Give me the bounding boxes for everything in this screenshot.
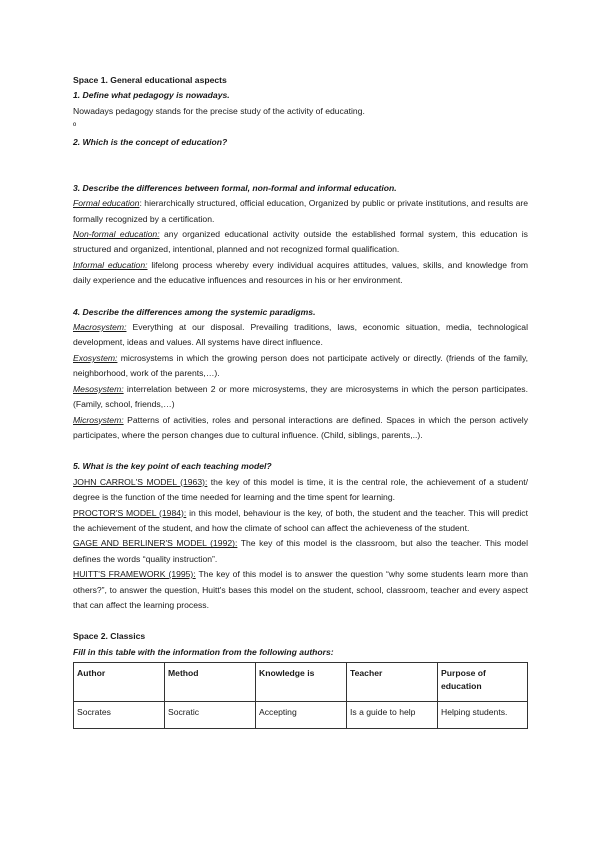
space2-heading: Space 2. Classics	[73, 631, 146, 642]
answer-non-formal-education	[73, 227, 528, 258]
term-text: microsystems in which the growing person does not participate actively or directly. (friends of the family, neighborhood, work of the parents,…).	[73, 352, 528, 379]
answer-huitt-framework	[73, 567, 528, 613]
question-5: 5. What is the key point of each teaching model?	[73, 461, 272, 472]
term-text: interrelation between 2 or more microsystems, they are microsystems in which the person participates. (Family, school, friends,…)	[73, 383, 528, 410]
cell-method: Socratic	[165, 702, 256, 729]
term-label: Exosystem:	[73, 352, 118, 363]
term-label: PROCTOR'S MODEL (1984):	[73, 507, 187, 518]
table-instruction: Fill in this table with the information from the following authors:	[73, 646, 334, 657]
term-label: Informal education:	[73, 259, 148, 270]
answer-proctor-model	[73, 506, 528, 537]
answer-macrosystem	[73, 320, 528, 351]
term-text: the key of this model is time, it is the central role, the achievement of a student/ degree is the function of the time needed for learning and the time spent for learning.	[73, 476, 528, 503]
answer-microsystem	[73, 413, 528, 444]
answer-carrol-model	[73, 475, 528, 506]
question-4: 4. Describe the differences among the systemic paradigms.	[73, 306, 316, 317]
term-label: Formal education	[73, 198, 140, 209]
term-text: The key of this model is the classroom, but also the teacher. This model defines the words “quality instruction”.	[73, 538, 528, 564]
term-label: GAGE AND BERLINER'S MODEL (1992):	[73, 538, 238, 549]
term-label: Non-formal education:	[73, 229, 160, 240]
spacer	[73, 150, 528, 165]
question-2: 2. Which is the concept of education?	[73, 136, 228, 147]
header-cell-teacher: Teacher	[347, 663, 438, 702]
term-label: HUITT'S FRAMEWORK (1995):	[73, 569, 196, 580]
term-text: any organized educational activity outside the established formal system, this education is structured and organized, intentional, planned and not recognized formal qualification.	[73, 229, 528, 255]
header-cell-author: Author	[74, 663, 165, 702]
answer-1: Nowadays pedagogy stands for the precise study of the activity of educating.	[73, 105, 365, 116]
table-row	[74, 702, 528, 729]
stray-mark: º	[73, 121, 77, 132]
document-page	[73, 73, 528, 729]
cell-purpose: Helping students.	[438, 702, 528, 729]
term-text: The key of this model is to answer the question “why some students learn more than others?”, to answer the question, Huitt's bases this model on the student, school, classroom, teacher and every aspect that can affect the learning process.	[73, 569, 528, 610]
header-cell-method: Method	[165, 663, 256, 702]
cell-teacher: Is a guide to help	[347, 702, 438, 729]
term-text: in this model, behaviour is the key, of both, the student and the teacher. This will predict the achievement of the student, and how the climate of school can affect the achieveness of the student.	[73, 507, 528, 533]
spacer	[73, 165, 528, 180]
cell-author: Socrates	[74, 702, 165, 729]
term-text: lifelong process whereby every individual acquires attitudes, values, skills, and knowledge from daily experience and the educative influences and resources in his or her environment.	[73, 259, 529, 286]
space1-heading: Space 1. General educational aspects	[73, 75, 227, 85]
term-text: Everything at our disposal. Prevailing traditions, laws, economic situation, media, technological development, ideas and values. All systems have direct influence.	[73, 322, 528, 348]
header-cell-knowledge: Knowledge is	[256, 663, 347, 702]
table-header-row	[74, 663, 528, 702]
term-label: JOHN CARROL'S MODEL (1963):	[73, 476, 208, 487]
term-label: Macrosystem:	[73, 322, 127, 333]
term-text: Patterns of activities, roles and personal interactions are defined. Spaces in which the person actively participates, where the person changes due to cultural influence. (Child, siblings, parents,..).	[73, 414, 528, 440]
header-cell-purpose: Purpose of education	[438, 663, 528, 702]
question-1: 1. Define what pedagogy is nowadays.	[73, 90, 230, 101]
answer-informal-education	[73, 258, 528, 289]
answer-formal-education	[73, 196, 528, 227]
term-label: Microsystem:	[73, 414, 124, 425]
term-text: : hierarchically structured, official education, Organized by public or private institutions, and results are formally recognized by a certification.	[73, 198, 528, 224]
classics-table	[73, 662, 528, 729]
question-3: 3. Describe the differences between formal, non-formal and informal education.	[73, 182, 397, 193]
cell-knowledge: Accepting	[256, 702, 347, 729]
answer-exosystem	[73, 351, 528, 382]
answer-gage-berliner-model	[73, 536, 528, 567]
term-label: Mesosystem:	[73, 383, 124, 394]
answer-mesosystem	[73, 382, 528, 413]
